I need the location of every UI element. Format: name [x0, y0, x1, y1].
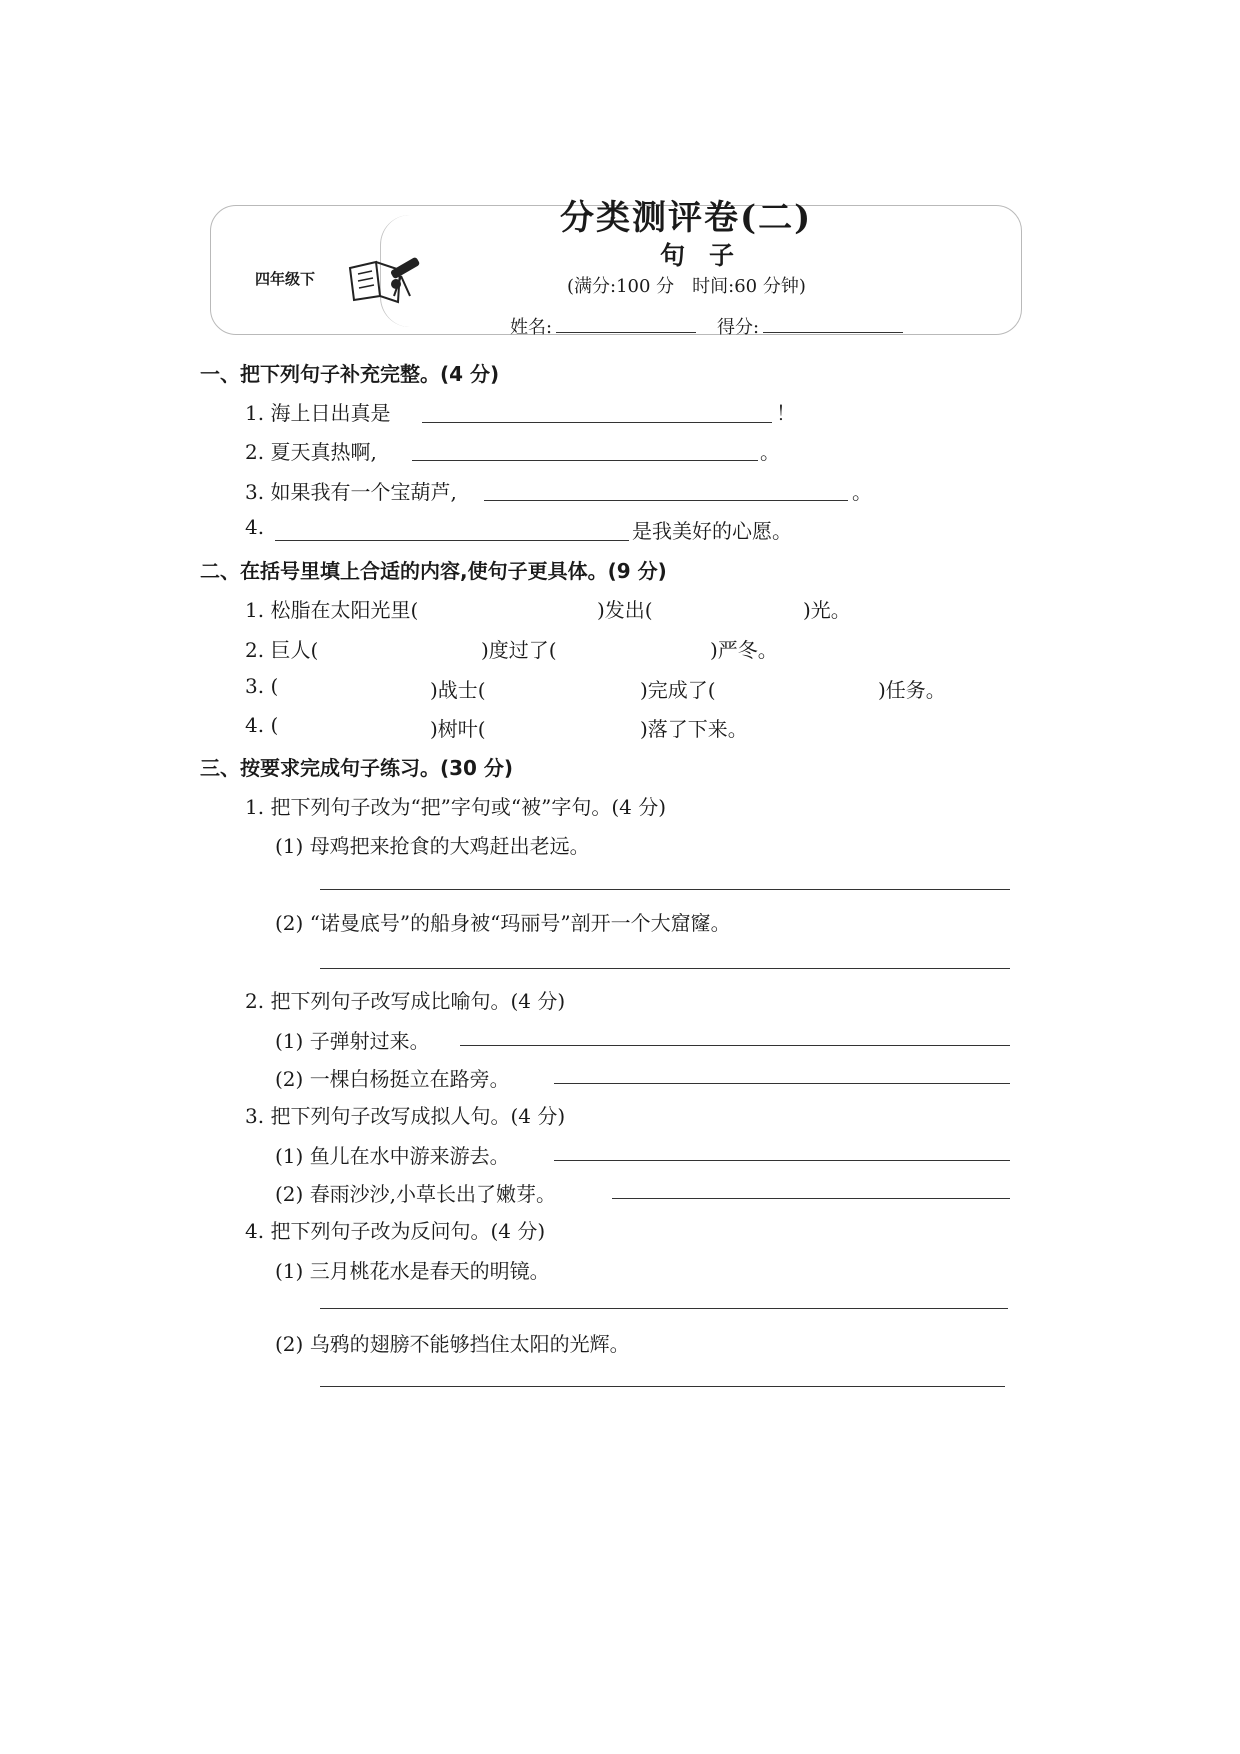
s1-q3-text: 3. 如果我有一个宝葫芦, [245, 480, 457, 504]
s2-q1-part-3: )光。 [803, 598, 851, 622]
s2-q3-part-1: 3. ( [245, 674, 279, 698]
s2-q3-part-4: )任务。 [878, 678, 946, 702]
s3-p3-item-2: (2) 春雨沙沙,小草长出了嫩芽。 [275, 1182, 557, 1206]
s1-q2-answer-line[interactable] [412, 460, 758, 461]
s3-p4-item-2-answer-line[interactable] [320, 1386, 1005, 1387]
section-1-heading: 一、把下列句子补充完整。(4 分) [200, 362, 500, 386]
section-2-heading: 二、在括号里填上合适的内容,使句子更具体。(9 分) [200, 559, 667, 583]
s3-p3-prompt: 3. 把下列句子改写成拟人句。(4 分) [245, 1104, 566, 1128]
s1-q1-answer-line[interactable] [422, 422, 772, 423]
s2-q4-part-3: )落了下来。 [640, 717, 748, 741]
book-telescope-icon [346, 250, 426, 304]
s2-q2-part-1: 2. 巨人( [245, 638, 319, 662]
s3-p3-item-1-answer-line[interactable] [554, 1160, 1010, 1161]
s1-q1-end: ！ [776, 401, 796, 425]
s2-q2-part-2: )度过了( [481, 638, 557, 662]
s3-p2-item-1-answer-line[interactable] [460, 1045, 1010, 1046]
s3-p1-item-1: (1) 母鸡把来抢食的大鸡赶出老远。 [275, 834, 590, 858]
name-label: 姓名: [510, 317, 553, 338]
s2-q1-part-2: )发出( [597, 598, 653, 622]
s2-q3-part-2: )战士( [430, 678, 486, 702]
s3-p2-prompt: 2. 把下列句子改写成比喻句。(4 分) [245, 989, 566, 1013]
s1-q4-answer-line[interactable] [275, 540, 629, 541]
s1-q2-end: 。 [760, 440, 780, 464]
s1-q4-end: 是我美好的心愿。 [632, 519, 792, 543]
s1-q3-answer-line[interactable] [484, 500, 848, 501]
score-field[interactable] [763, 332, 903, 333]
s3-p3-item-1: (1) 鱼儿在水中游来游去。 [275, 1144, 510, 1168]
grade-label: 四年级下 [255, 270, 316, 288]
name-field[interactable] [556, 332, 696, 333]
s1-q1-text: 1. 海上日出真是 [245, 401, 391, 425]
s2-q1-part-1: 1. 松脂在太阳光里( [245, 598, 419, 622]
s3-p4-prompt: 4. 把下列句子改为反问句。(4 分) [245, 1219, 546, 1243]
s3-p1-item-2-answer-line[interactable] [320, 968, 1010, 969]
page-title: 分类测评卷(二) [560, 198, 813, 238]
s1-q3-end: 。 [852, 480, 872, 504]
s3-p1-prompt: 1. 把下列句子改为“把”字句或“被”字句。(4 分) [245, 795, 667, 819]
s3-p2-item-2-answer-line[interactable] [554, 1083, 1010, 1084]
s2-q4-part-1: 4. ( [245, 713, 279, 737]
exam-meta: (满分:100 分 时间:60 分钟) [567, 276, 806, 297]
s2-q4-part-2: )树叶( [430, 717, 486, 741]
s3-p4-item-1-answer-line[interactable] [320, 1308, 1008, 1309]
page-subtitle: 句子 [660, 241, 759, 270]
s3-p2-item-2: (2) 一棵白杨挺立在路旁。 [275, 1067, 510, 1091]
s3-p3-item-2-answer-line[interactable] [612, 1198, 1010, 1199]
s2-q2-part-3: )严冬。 [710, 638, 778, 662]
section-3-heading: 三、按要求完成句子练习。(30 分) [200, 756, 514, 780]
s3-p2-item-1: (1) 子弹射过来。 [275, 1029, 430, 1053]
s3-p1-item-1-answer-line[interactable] [320, 889, 1010, 890]
score-label: 得分: [717, 317, 760, 338]
s3-p1-item-2: (2) “诺曼底号”的船身被“玛丽号”剖开一个大窟窿。 [275, 911, 731, 935]
s2-q3-part-3: )完成了( [640, 678, 716, 702]
s1-q2-text: 2. 夏天真热啊, [245, 440, 377, 464]
s3-p4-item-2: (2) 乌鸦的翅膀不能够挡住太阳的光辉。 [275, 1332, 630, 1356]
s1-q4-text: 4. [245, 515, 265, 539]
s3-p4-item-1: (1) 三月桃花水是春天的明镜。 [275, 1259, 550, 1283]
